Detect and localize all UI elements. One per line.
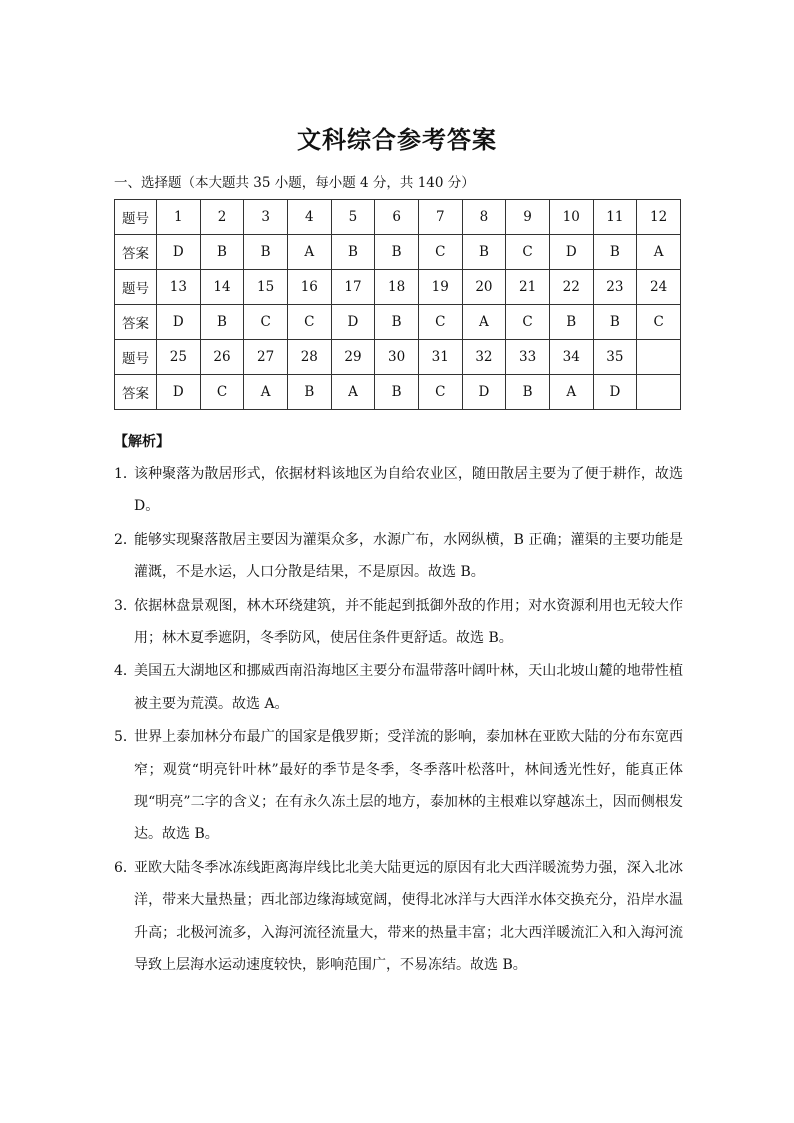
question-number-row	[115, 340, 681, 375]
answer-cell: C	[418, 305, 462, 340]
question-number-cell: 25	[157, 340, 201, 375]
analysis-item-number: 3．	[114, 597, 137, 614]
answer-cell: C	[506, 235, 550, 270]
analysis-item	[114, 852, 683, 982]
answer-cell: B	[244, 235, 288, 270]
question-number-cell: 4	[287, 200, 331, 235]
analysis-item-number: 6．	[114, 859, 137, 876]
answer-cell: A	[244, 375, 288, 410]
answer-cell: B	[593, 235, 637, 270]
page-title: 文科综合参考答案	[297, 126, 497, 154]
answer-row	[115, 235, 681, 270]
answer-cell: C	[287, 305, 331, 340]
question-number-cell: 35	[593, 340, 637, 375]
question-number-cell: 32	[462, 340, 506, 375]
analysis-item-text: 美国五大湖地区和挪威西南沿海地区主要分布温带落叶阔叶林，天山北坡山麓的地带性植被主要为荒漠。故选 A。	[134, 663, 683, 712]
question-number-cell: 1	[157, 200, 201, 235]
question-number-cell: 6	[375, 200, 419, 235]
question-number-cell: 29	[331, 340, 375, 375]
answer-cell: B	[200, 305, 244, 340]
answer-cell: C	[418, 235, 462, 270]
question-number-cell: 27	[244, 340, 288, 375]
question-number-cell: 18	[375, 270, 419, 305]
question-number-cell: 20	[462, 270, 506, 305]
question-number-cell: 8	[462, 200, 506, 235]
analysis-item	[114, 524, 683, 589]
answer-cell: B	[375, 375, 419, 410]
analysis-item-number: 5．	[114, 729, 137, 746]
answer-cell: A	[462, 305, 506, 340]
analysis-item	[114, 655, 683, 720]
answer-cell: B	[462, 235, 506, 270]
analysis-item-text: 该种聚落为散居形式，依据材料该地区为自给农业区，随田散居主要为了便于耕作，故选D。	[134, 466, 683, 515]
answer-cell: A	[637, 235, 681, 270]
question-number-cell: 16	[287, 270, 331, 305]
answer-cell: B	[549, 305, 593, 340]
question-number-cell: 15	[244, 270, 288, 305]
question-number-cell: 30	[375, 340, 419, 375]
answer-label-cell: 答案	[115, 235, 157, 270]
answer-row	[115, 375, 681, 410]
answer-label-cell: 答案	[115, 305, 157, 340]
answer-row	[115, 305, 681, 340]
answer-cell: C	[506, 305, 550, 340]
analysis-item	[114, 590, 683, 655]
question-number-cell: 23	[593, 270, 637, 305]
answer-cell: A	[287, 235, 331, 270]
answer-cell: D	[157, 305, 201, 340]
answer-label-cell: 答案	[115, 375, 157, 410]
analysis-heading: 【解析】	[114, 434, 170, 450]
analysis-item-text: 能够实现聚落散居主要因为灌渠众多，水源广布，水网纵横，B 正确；灌渠的主要功能是灌溉，不是水运，人口分散是结果，不是原因。故选 B。	[134, 531, 683, 581]
analysis-item	[114, 721, 683, 851]
question-number-cell: 13	[157, 270, 201, 305]
answer-cell: B	[331, 235, 375, 270]
analysis-item-number: 2．	[114, 531, 137, 548]
answer-cell: A	[331, 375, 375, 410]
question-number-cell: 28	[287, 340, 331, 375]
question-number-cell: 9	[506, 200, 550, 235]
question-number-row	[115, 270, 681, 305]
question-number-row	[115, 200, 681, 235]
question-number-cell: 26	[200, 340, 244, 375]
answer-cell: D	[157, 235, 201, 270]
question-label-cell: 题号	[115, 200, 157, 235]
answer-cell: B	[506, 375, 550, 410]
answer-table	[114, 199, 681, 410]
question-number-cell: 12	[637, 200, 681, 235]
analysis-list	[114, 458, 683, 983]
answer-cell: D	[157, 375, 201, 410]
question-number-cell: 11	[593, 200, 637, 235]
answer-cell: D	[331, 305, 375, 340]
question-label-cell: 题号	[115, 340, 157, 375]
answer-cell: C	[200, 375, 244, 410]
question-number-cell: 2	[200, 200, 244, 235]
question-number-cell: 7	[418, 200, 462, 235]
question-number-cell: 14	[200, 270, 244, 305]
question-number-cell	[637, 340, 681, 375]
analysis-item-text: 依据林盘景观图，林木环绕建筑，并不能起到抵御外敌的作用；对水资源利用也无较大作用；林木夏季遮阴，冬季防风，使居住条件更舒适。故选 B。	[134, 597, 683, 647]
question-number-cell: 5	[331, 200, 375, 235]
analysis-item-number: 4．	[114, 663, 137, 680]
answer-cell: B	[375, 235, 419, 270]
question-number-cell: 19	[418, 270, 462, 305]
analysis-item	[114, 458, 683, 523]
answer-cell: A	[549, 375, 593, 410]
question-number-cell: 33	[506, 340, 550, 375]
answer-cell: C	[244, 305, 288, 340]
question-number-cell: 24	[637, 270, 681, 305]
answer-cell: B	[287, 375, 331, 410]
answer-cell: B	[200, 235, 244, 270]
question-label-cell: 题号	[115, 270, 157, 305]
analysis-item-text: 亚欧大陆冬季冰冻线距离海岸线比北美大陆更远的原因有北大西洋暖流势力强，深入北冰洋，带来大量热量；西北部边缘海域宽阔，使得北冰洋与大西洋水体交换充分，沿岸水温升高；北极河流多，入海河流径流量大，带来的热量丰富；北大西洋暖流汇入和入海河流导致上层海水运动速度较快，影响范围广，不易冻结。故选 B。	[134, 859, 683, 974]
answer-cell: D	[549, 235, 593, 270]
question-number-cell: 17	[331, 270, 375, 305]
answer-cell: C	[637, 305, 681, 340]
analysis-item-number: 1．	[114, 466, 137, 482]
answer-cell: B	[375, 305, 419, 340]
section-heading: 一、选择题（本大题共 35 小题，每小题 4 分，共 140 分）	[114, 175, 475, 191]
answer-cell: D	[462, 375, 506, 410]
question-number-cell: 31	[418, 340, 462, 375]
answer-cell: D	[593, 375, 637, 410]
question-number-cell: 10	[549, 200, 593, 235]
question-number-cell: 22	[549, 270, 593, 305]
question-number-cell: 34	[549, 340, 593, 375]
answer-cell: B	[593, 305, 637, 340]
answer-cell: C	[418, 375, 462, 410]
question-number-cell: 21	[506, 270, 550, 305]
analysis-item-text: 世界上泰加林分布最广的国家是俄罗斯；受洋流的影响，泰加林在亚欧大陆的分布东宽西窄；观赏“明亮针叶林”最好的季节是冬季，冬季落叶松落叶，林间透光性好，能真正体现“明亮”二字的含义；在有永久冻土层的地方，泰加林的主根难以穿越冻土，因而侧根发达。故选 B。	[134, 729, 683, 843]
question-number-cell: 3	[244, 200, 288, 235]
answer-cell	[637, 375, 681, 410]
